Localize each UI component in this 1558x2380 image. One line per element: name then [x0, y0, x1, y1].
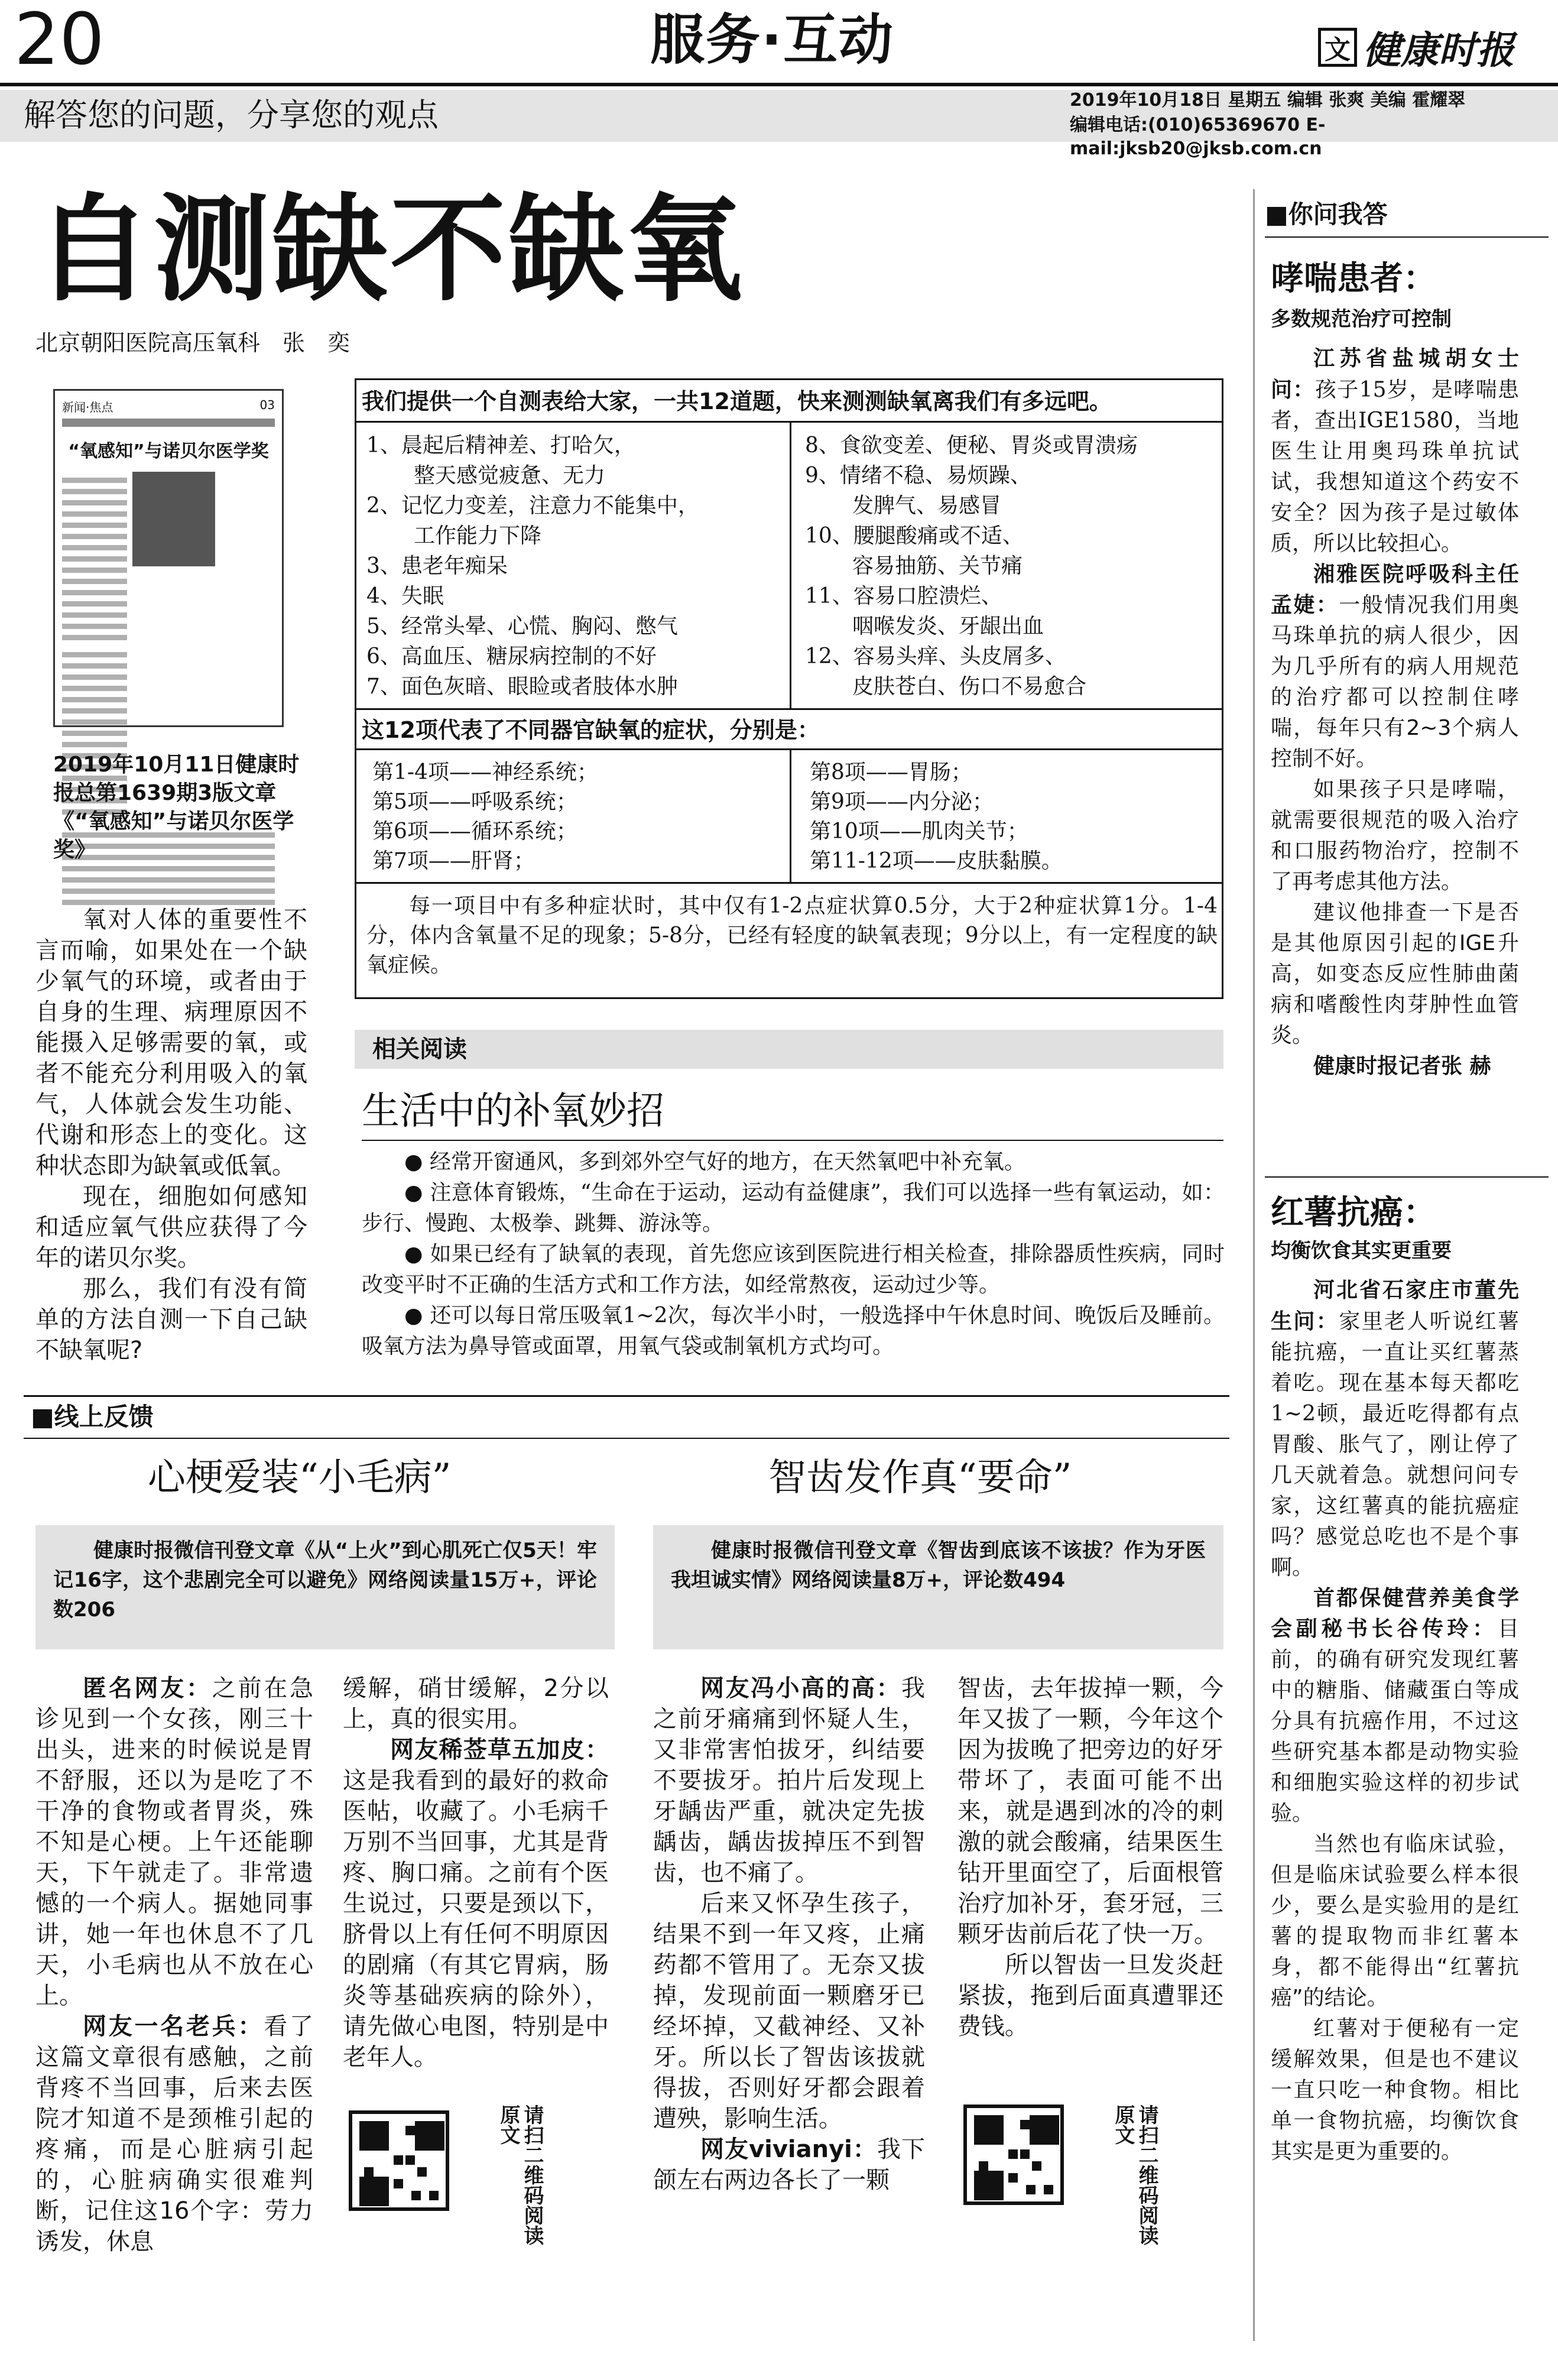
organ-item: 第8项——胃肠；: [810, 760, 972, 784]
story1-summary-box: [35, 1525, 615, 1649]
symptom-item: 6、高血压、糖尿病控制的不好: [366, 644, 657, 669]
qa1-question-name: 江苏省盐城胡女士问：: [1271, 346, 1519, 402]
comment-text: 我之前牙痛痛到怀疑人生，又非常害怕拔牙，纠结要不要拔牙。拍片后发现上牙龋齿严重，就决定先拔龋齿，龋齿拔掉压不到智齿，也不痛了。: [653, 1675, 925, 1886]
comment-text: 缓解，硝甘缓解，2分以上，真的很实用。: [343, 1675, 609, 1733]
symptom-item: 3、患老年痴呆: [366, 554, 508, 578]
qa1-reporter: 健康时报记者张 赫: [1313, 1054, 1491, 1078]
qa1-subheading: 多数规范治疗可控制: [1271, 307, 1452, 331]
organ-item: 第11-12项——皮肤黏膜。: [810, 849, 1063, 873]
story2-comments-right: [957, 1673, 1223, 2042]
intro-paragraph: 那么，我们有没有简单的方法自测一下自己缺不缺氧呢?: [35, 1275, 307, 1364]
thumbnail-page: 03: [259, 398, 275, 412]
page-number: 20: [14, 0, 105, 81]
organ-item: 第7项——肝肾；: [372, 849, 535, 873]
box-divider: [355, 882, 1223, 884]
symptom-list-right: [805, 430, 1219, 702]
qa2-answer-name: 首都保健营养美食学会副秘书长谷传玲：: [1271, 1586, 1519, 1641]
symptom-item: 4、失眠: [366, 584, 444, 608]
symptom-item: 工作能力下降: [414, 524, 542, 548]
qa2-body: [1271, 1275, 1519, 2167]
tip-item: ● 如果已经有了缺氧的表现，首先您应该到医院进行相关检查，排除器质性疾病，同时改变平时不正确的生活方式和工作方法，如经常熬夜，运动过少等。: [362, 1242, 1225, 1297]
qa2-answer: 红薯对于便秘有一定缓解效果，但是也不建议一直只吃一种食物。相比单一食物抗癌，均衡饮食其实是更为重要的。: [1271, 2016, 1519, 2164]
comment-author: 网友稀莶草五加皮：: [390, 1736, 609, 1763]
related-title: 生活中的补氧妙招: [362, 1090, 664, 1133]
symptom-item: 9、情绪不稳、易烦躁、: [805, 463, 1031, 488]
related-label: 相关阅读: [372, 1036, 467, 1063]
organ-item: 第6项——循环系统；: [372, 819, 577, 844]
newspaper-logo: [1318, 24, 1554, 71]
symptom-item: 容易抽筋、关节痛: [852, 554, 1023, 578]
qr-code-story2[interactable]: [963, 2105, 1064, 2205]
story1-summary: 健康时报微信刊登文章《从“上火”到心肌死亡仅5天！牢记16字，这个悲剧完全可以避免》网络阅读量15万+，评论数206: [53, 1539, 597, 1622]
qr-instruction: 请扫二维码阅读原文: [496, 2105, 544, 2245]
tip-item: ● 还可以每日常压吸氧1~2次，每次半小时，一般选择中午休息时间、晚饭后及睡前。吸氧方法为鼻导管或面罩，用氧气袋或制氧机方式均可。: [362, 1304, 1225, 1358]
editor-contact: 编辑电话:(010)65369670 E-mail:jksb20@jksb.com.cn: [1070, 115, 1326, 159]
slogan: 解答您的问题，分享您的观点: [24, 96, 439, 134]
masthead-rule: [0, 83, 1558, 86]
clipping-thumbnail: [53, 389, 284, 727]
thumbnail-title: “氧感知”与诺贝尔医学奖: [68, 441, 269, 462]
symptom-item: 2、记忆力变差，注意力不能集中，: [366, 494, 699, 518]
comment-author: 网友冯小高的高：: [700, 1675, 901, 1702]
qa2-answer: 目前，的确有研究发现红薯中的糖脂、储藏蛋白等成分具有抗癌作用，不过这些研究基本都是动物实验和细胞实验这样的初步试验。: [1271, 1617, 1519, 1825]
logo-name: 健康时报: [1363, 29, 1514, 73]
comment-text: 智齿，去年拔掉一颗，今年又拔了一颗，今年这个因为拔晚了把旁边的好牙带坏了，表面可能不出来，就是遇到冰的冷的刺激的就会酸痛，结果医生钻开里面空了，后面根管治疗加补牙，套牙冠，三颗牙齿前后花了快一万。: [957, 1675, 1223, 1948]
column-divider: [1253, 189, 1255, 2341]
organ-item: 第10项——肌肉关节；: [810, 819, 1028, 844]
organ-list-left: [372, 758, 786, 876]
comment-text: 所以智齿一旦发炎赶紧拔，拖到后面真遭罪还费钱。: [957, 1951, 1223, 2040]
qa1-answer-name: 湘雅医院呼吸科主任孟婕：: [1271, 562, 1519, 617]
scoring-text: 每一项目中有多种症状时，其中仅有1-2点症状算0.5分，大于2种症状算1分。1-4分，体内含氧量不足的现象；5-8分，已经有轻度的缺氧表现；9分以上，有一定程度的缺氧症候。: [366, 894, 1218, 977]
thumbnail-photo: [132, 472, 215, 566]
related-bar: [355, 1030, 1223, 1069]
box-divider: [355, 421, 1223, 423]
feedback-rule: [24, 1395, 1229, 1397]
symptom-item: 皮肤苍白、伤口不易愈合: [852, 675, 1087, 699]
thumbnail-caption: 2019年10月11日健康时报总第1639期3版文章《“氧感知”与诺贝尔医学奖》: [53, 753, 300, 862]
tips-list: [362, 1147, 1225, 1362]
tip-item: ● 注意体育锻炼，“生命在于运动，运动有益健康”，我们可以选择一些有氧运动，如：步行、慢跑、太极拳、跳舞、游泳等。: [362, 1181, 1225, 1236]
qa2-subheading: 均衡饮食其实更重要: [1271, 1239, 1452, 1263]
box-divider: [355, 708, 1223, 710]
qa1-answer: 一般情况我们用奥马珠单抗的病人很少，因为几乎所有的病人用规范的治疗都可以控制住哮喘，每年只有2~3个病人控制不好。: [1271, 593, 1519, 771]
tip-item: ● 经常开窗通风，多到郊外空气好的地方，在天然氧吧中补充氧。: [404, 1150, 1025, 1174]
organ-list-right: [810, 758, 1223, 876]
comment-author: 网友一名老兵：: [83, 2013, 264, 2040]
qr-instruction: 请扫二维码阅读原文: [1111, 2105, 1158, 2245]
box-column-divider: [790, 748, 791, 882]
article-byline: 北京朝阳医院高压氧科 张 奕: [35, 330, 350, 356]
selftest-intro: 我们提供一个自测表给大家，一共12道题，快来测测缺氧离我们有多远吧。: [362, 388, 1112, 414]
symptom-item: 7、面色灰暗、眼睑或者肢体水肿: [366, 675, 678, 699]
story2-summary-box: [653, 1525, 1223, 1649]
feedback-label: ■线上反馈: [31, 1402, 154, 1431]
thumbnail-column: [62, 472, 127, 646]
symptom-item: 5、经常头晕、心慌、胸闷、憋气: [366, 614, 678, 638]
organ-item: 第1-4项——神经系统；: [372, 760, 598, 784]
related-rule: [362, 1140, 1223, 1141]
organ-item: 第5项——呼吸系统；: [372, 790, 577, 814]
story2-summary: 健康时报微信刊登文章《智齿到底该不该拔？作为牙医我坦诚实情》网络阅读量8万+，评论数494: [671, 1539, 1206, 1592]
symptom-item: 8、食欲变差、便秘、胃炎或胃溃疡: [805, 433, 1138, 458]
section-title: 服务·互动: [650, 8, 894, 72]
qr-code-story1[interactable]: [349, 2110, 449, 2211]
story2-title: 智齿发作真“要命”: [768, 1456, 1072, 1500]
qa2-answer: 当然也有临床试验，但是临床试验要么样本很少，要么是实验用的是红薯的提取物而非红薯本身，都不能得出“红薯抗癌”的结论。: [1271, 1832, 1519, 2010]
comment-text: 这是我看到的最好的救命医帖，收藏了。小毛病千万别不当回事，尤其是背疼、胸口痛。之前有个医生说过，只要是颈以下，脐骨以上有任何不明原因的剧痛（有其它胃病，肠炎等基础疾病的除外），请先做心电图，特别是中老年人。: [343, 1767, 609, 2071]
qa2-question: 家里老人听说红薯能抗癌，一直让买红薯蒸着吃。现在基本每天都吃1~2顿，最近吃得都有点胃酸、胀气了，刚让停了几天就着急。就想问问专家，这红薯真的能抗癌症吗？感觉总吃也不是个事啊。: [1271, 1309, 1519, 1580]
logo-mark: 文: [1318, 28, 1357, 67]
comment-text: 之前在急诊见到一个女孩，刚三十出头，进来的时候说是胃不舒服，还以为是吃了不干净的食物或者胃炎，殊不知是心梗。上午还能聊天，下午就走了。非常遗憾的一个病人。据她同事讲，她一年也休息不了几天，小毛病也从不放在心上。: [35, 1675, 313, 2009]
thumbnail-rule: [62, 419, 275, 427]
issue-meta: 2019年10月18日 星期五 编辑 张爽 美编 霍耀翠: [1070, 90, 1466, 111]
article-intro: [35, 904, 307, 1366]
qa1-body: [1271, 343, 1519, 1082]
feedback-rule: [24, 1438, 1229, 1439]
symptom-item: 12、容易头痒、头皮屑多、: [805, 644, 1066, 669]
intro-paragraph: 现在，细胞如何感知和适应氧气供应获得了今年的诺贝尔奖。: [35, 1183, 307, 1272]
qa-label: ■你问我答: [1265, 200, 1388, 229]
comment-text: 后来又怀孕生孩子，结果不到一年又疼，止痛药都不管用了。无奈又拔掉，发现前面一颗磨牙已经坏掉，又截神经、又补牙。所以长了智齿该拔就得拔，否则好牙都会跟着遭殃，影响生活。: [653, 1890, 925, 2132]
qa1-heading: 哮喘患者：: [1271, 260, 1436, 298]
story1-title: 心梗爱装“小毛病”: [148, 1456, 452, 1500]
qa-rule: [1265, 236, 1549, 238]
scoring-note: [366, 891, 1218, 980]
intro-paragraph: 氧对人体的重要性不言而喻，如果处在一个缺少氧气的环境，或者由于自身的生理、病理原因不能摄入足够需要的氧，或者不能充分利用吸入的氧气，人体就会发生功能、代谢和形态上的变化。这种状态即为缺氧或低氧。: [35, 906, 307, 1179]
story2-comments-left: [653, 1673, 925, 2196]
qa1-answer: 如果孩子只是哮喘，就需要很规范的吸入治疗和口服药物治疗，控制不了再考虑其他方法。: [1271, 777, 1519, 894]
symptom-item: 咽喉发炎、牙龈出血: [852, 614, 1044, 638]
symptom-item: 10、腰腿酸痛或不适、: [805, 524, 1024, 548]
symptom-item: 1、晨起后精神差、打哈欠，: [366, 433, 635, 458]
comment-author: 网友vivianyi：: [700, 2136, 877, 2163]
organs-intro: 这12项代表了不同器官缺氧的症状，分别是：: [362, 717, 820, 743]
story1-comments-right: [343, 1673, 609, 2073]
qa1-question: 孩子15岁，是哮喘患者，查出IGE1580，当地医生让用奥玛珠单抗试试，我想知道这个药安不安全？因为孩子是过敏体质，所以比较担心。: [1271, 378, 1519, 556]
organ-item: 第9项——内分泌；: [810, 790, 994, 814]
symptom-item: 发脾气、易感冒: [852, 494, 1002, 518]
qa2-heading: 红薯抗癌：: [1271, 1194, 1436, 1232]
article-headline: 自测缺不缺氧: [35, 183, 745, 317]
thumbnail-header: 新闻·焦点: [62, 400, 113, 414]
qa2-question-name: 河北省石家庄市董先生问：: [1271, 1277, 1519, 1334]
comment-text: 我下颌左右两边各长了一颗: [653, 2136, 926, 2194]
story1-comments-left: [35, 1673, 313, 2257]
symptom-item: 11、容易口腔溃烂、: [805, 584, 1002, 608]
box-divider: [355, 748, 1223, 750]
comment-text: 看了这篇文章很有感触，之前背疼不当回事，后来去医院才知道不是颈椎引起的疼痛，而是心脏病引起的，心脏病确实很难判断，记住这16个字：劳力诱发，休息: [35, 2013, 313, 2255]
qa-rule: [1265, 1176, 1549, 1178]
comment-author: 匿名网友：: [83, 1675, 212, 1702]
symptom-item: 整天感觉疲惫、无力: [414, 463, 606, 488]
box-column-divider: [790, 421, 791, 708]
qa1-answer: 建议他排查一下是否是其他原因引起的IGE升高，如变态反应性肺曲菌病和嗜酸性肉芽肿性血管炎。: [1271, 900, 1519, 1048]
symptom-list-left: [366, 430, 780, 702]
